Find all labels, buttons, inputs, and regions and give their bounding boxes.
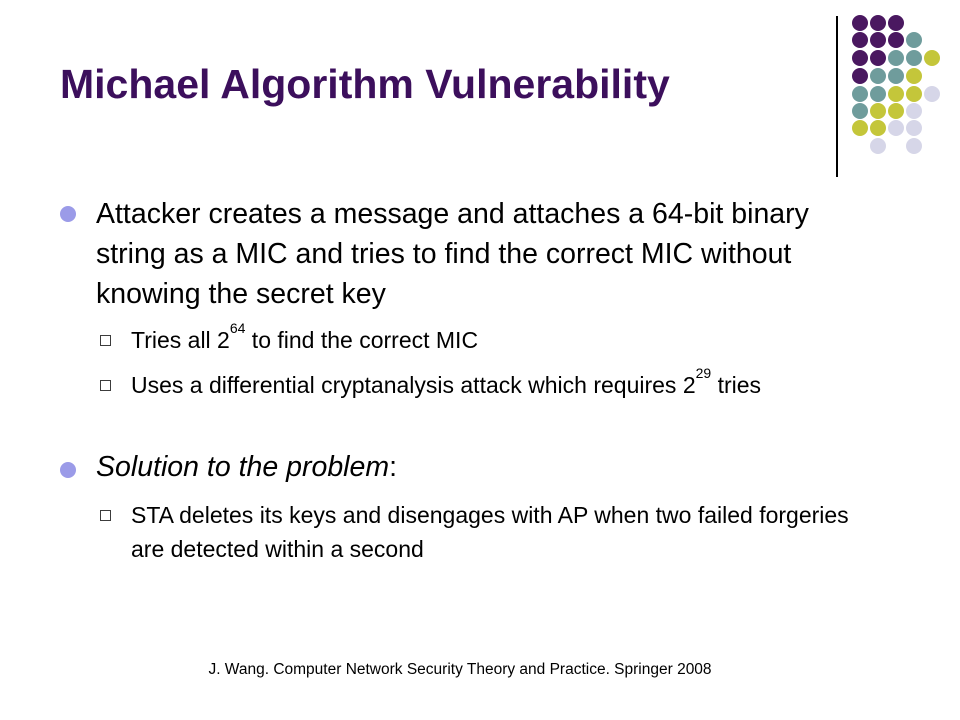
square-bullet-icon bbox=[100, 335, 111, 346]
citation-footer: J. Wang. Computer Network Security Theory and Practice. Springer 2008 bbox=[208, 661, 712, 678]
sub-bullet-text: STA deletes its keys and disengages with AP when two failed forgeries are detected within a second bbox=[131, 502, 849, 562]
superscript-exponent: 64 bbox=[229, 320, 246, 336]
bullet-text bbox=[96, 447, 871, 487]
bullet-text-italic: Solution to the problem bbox=[96, 451, 390, 483]
bullet-text-rest: : bbox=[389, 451, 398, 483]
superscript-exponent: 29 bbox=[695, 365, 712, 381]
square-bullet-icon bbox=[100, 510, 111, 521]
square-bullet-icon bbox=[100, 380, 111, 391]
sub-bullet-text-part: to find the correct MIC bbox=[245, 327, 479, 353]
sub-bullet-text-part: Tries all 2 bbox=[131, 327, 230, 353]
sub-bullet-text-part: Uses a differential cryptanalysis attack which requires 2 bbox=[131, 372, 696, 398]
bullet-dot-icon bbox=[60, 462, 76, 478]
sub-bullet-text bbox=[131, 320, 866, 357]
bullet-dot-icon bbox=[60, 206, 76, 222]
slide-title: Michael Algorithm Vulnerability bbox=[60, 61, 670, 107]
bullet-text: Attacker creates a message and attaches a 64-bit binary string as a MIC and tries to find the correct MIC without knowing the secret key bbox=[96, 198, 809, 310]
sub-bullet-text bbox=[131, 365, 866, 402]
sub-bullet-text-part: tries bbox=[711, 372, 762, 398]
